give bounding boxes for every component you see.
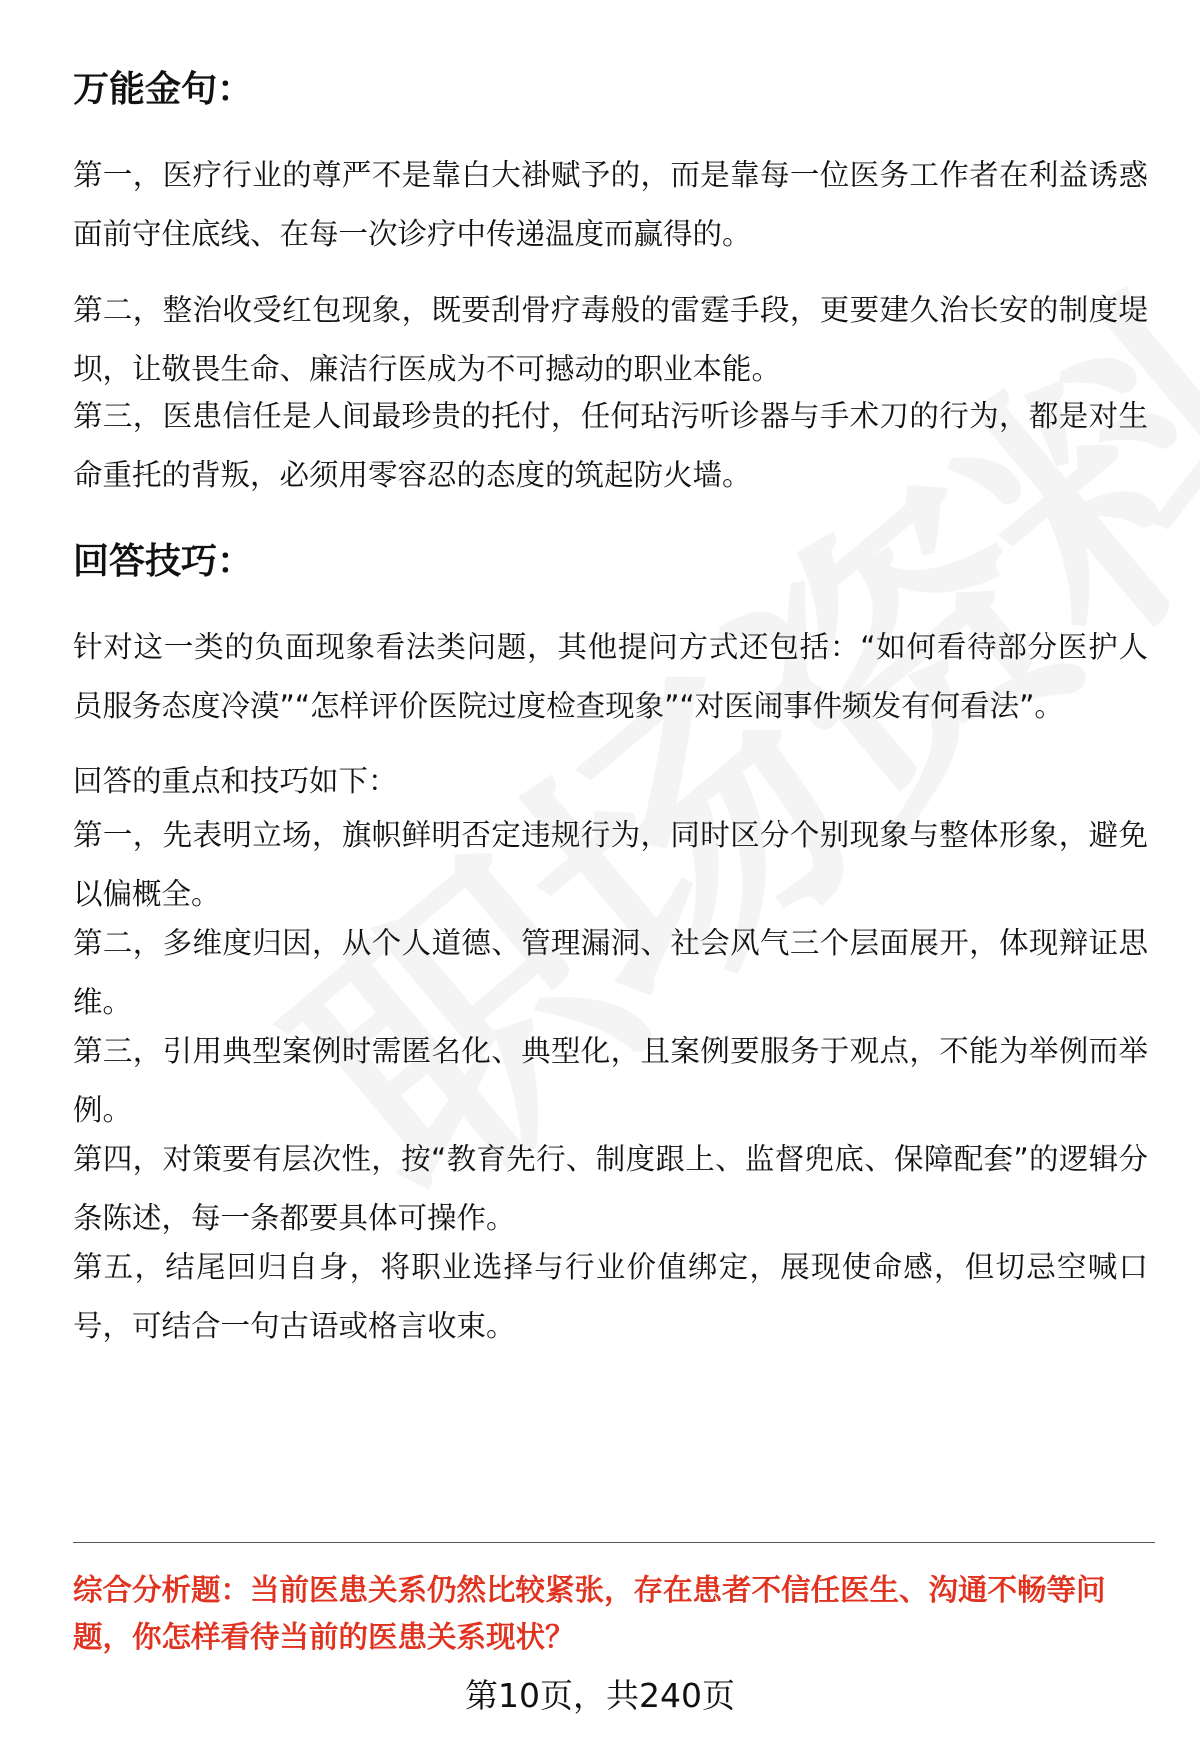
tip-point-4: 第四，对策要有层次性，按“教育先行、制度跟上、监督兜底、保障配套”的逻辑分条陈述，每一条都要具体可操作。 xyxy=(73,1142,1148,1235)
section-divider xyxy=(73,1542,1155,1543)
tip-point-3: 第三，引用典型案例时需匿名化、典型化，且案例要服务于观点，不能为举例而举例。 xyxy=(73,1034,1148,1127)
tip-point-5: 第五，结尾回归自身，将职业选择与行业价值绑定，展现使命感，但切忌空喊口号，可结合一句古语或格言收束。 xyxy=(73,1250,1148,1343)
page-number: 第10页，共240页 xyxy=(465,1676,735,1715)
golden-sentence-1: 第一，医疗行业的尊严不是靠白大褂赋予的，而是靠每一位医务工作者在利益诱惑面前守住底线、在每一次诊疗中传递温度而赢得的。 xyxy=(73,158,1148,251)
tips-intro: 针对这一类的负面现象看法类问题，其他提问方式还包括：“如何看待部分医护人员服务态度冷漠”“怎样评价医院过度检查现象”“对医闹事件频发有何看法”。 xyxy=(73,630,1148,723)
tip-point-2: 第二，多维度归因，从个人道德、管理漏洞、社会风气三个层面展开，体现辩证思维。 xyxy=(73,926,1148,1019)
tips-lead: 回答的重点和技巧如下： xyxy=(73,764,398,798)
section-heading-answer-tips: 回答技巧： xyxy=(73,541,254,582)
tip-point-1: 第一，先表明立场，旗帜鲜明否定违规行为，同时区分个别现象与整体形象，避免以偏概全。 xyxy=(73,818,1148,911)
golden-sentence-2: 第二，整治收受红包现象，既要刮骨疗毒般的雷霆手段，更要建久治长安的制度堤坝，让敬畏生命、廉洁行医成为不可撼动的职业本能。 xyxy=(73,293,1148,386)
section-heading-golden-sentences: 万能金句： xyxy=(73,69,254,110)
golden-sentence-3: 第三，医患信任是人间最珍贵的托付，任何玷污听诊器与手术刀的行为，都是对生命重托的背叛，必须用零容忍的态度的筑起防火墙。 xyxy=(73,399,1148,492)
next-question: 综合分析题：当前医患关系仍然比较紧张，存在患者不信任医生、沟通不畅等问题，你怎样看待当前的医患关系现状？ xyxy=(73,1573,1106,1654)
